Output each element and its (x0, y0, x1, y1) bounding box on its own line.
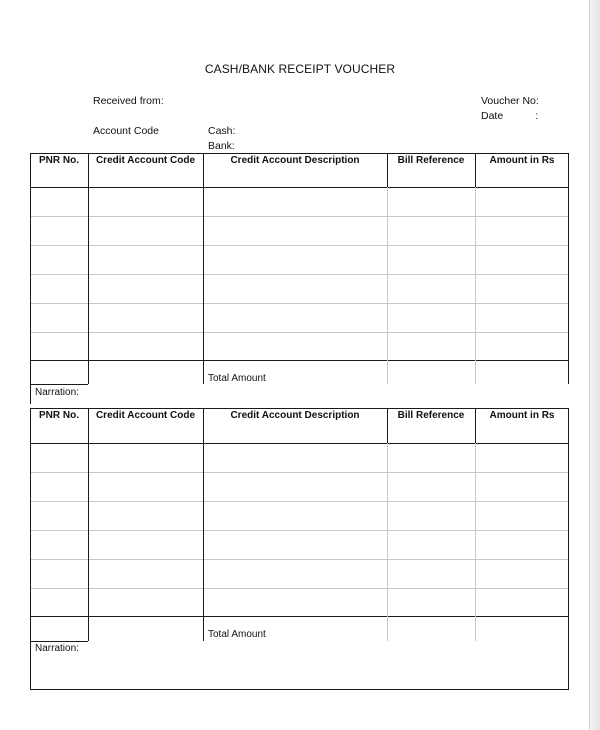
table-right-border (568, 408, 569, 690)
col-divider (475, 153, 476, 187)
col-divider (387, 153, 388, 187)
col-divider (88, 153, 89, 384)
total-row-pnr-border (30, 641, 88, 642)
total-amount-label: Total Amount (208, 373, 266, 384)
row-divider (30, 245, 569, 246)
date-label: Date (481, 110, 504, 122)
row-divider (30, 559, 569, 560)
row-divider (30, 530, 569, 531)
col-divider (387, 443, 388, 641)
col-header-bill-ref: Bill Reference (397, 155, 465, 166)
col-divider (387, 408, 388, 443)
voucher-table-2 (30, 408, 569, 691)
col-header-description: Credit Account Description (230, 410, 360, 421)
col-header-amount: Amount in Rs (489, 155, 555, 166)
col-header-credit-code: Credit Account Code (95, 410, 196, 421)
row-divider (30, 216, 569, 217)
voucher-no-label: Voucher No: (481, 95, 539, 107)
received-from-label: Received from: (93, 95, 164, 107)
table-left-border (30, 408, 31, 690)
col-header-pnr: PNR No. (39, 410, 79, 421)
voucher-table-1 (30, 153, 569, 411)
col-header-description: Credit Account Description (230, 155, 360, 166)
col-divider (88, 408, 89, 641)
total-row-top-border (30, 360, 569, 361)
narration-label: Narration: (35, 643, 79, 654)
row-divider (30, 501, 569, 502)
row-divider (30, 303, 569, 304)
narration-left-border (30, 384, 31, 404)
header-bottom-border (30, 443, 569, 444)
total-amount-label: Total Amount (208, 629, 266, 640)
row-divider (30, 274, 569, 275)
narration-label: Narration: (35, 387, 79, 398)
account-code-label: Account Code (93, 125, 159, 137)
col-header-credit-code: Credit Account Code (95, 155, 196, 166)
row-divider (30, 332, 569, 333)
page-edge (589, 0, 600, 730)
total-row-top-border (30, 616, 569, 617)
col-header-bill-ref: Bill Reference (397, 410, 465, 421)
date-field (481, 110, 538, 122)
table-right-border (568, 153, 569, 384)
col-header-pnr: PNR No. (39, 155, 79, 166)
header-bottom-border (30, 187, 569, 188)
col-divider (475, 408, 476, 443)
col-header-amount: Amount in Rs (489, 410, 555, 421)
col-divider (475, 187, 476, 384)
col-divider (387, 187, 388, 384)
col-divider (203, 153, 204, 384)
col-divider (475, 443, 476, 641)
row-divider (30, 472, 569, 473)
table-bottom-border (30, 689, 569, 690)
row-divider (30, 588, 569, 589)
total-row-pnr-border (30, 384, 88, 385)
col-divider (203, 408, 204, 641)
table-left-border (30, 153, 31, 384)
cash-label: Cash: (208, 125, 236, 137)
bank-label: Bank: (208, 140, 235, 152)
page-title: CASH/BANK RECEIPT VOUCHER (204, 62, 396, 76)
date-colon: : (535, 110, 539, 122)
